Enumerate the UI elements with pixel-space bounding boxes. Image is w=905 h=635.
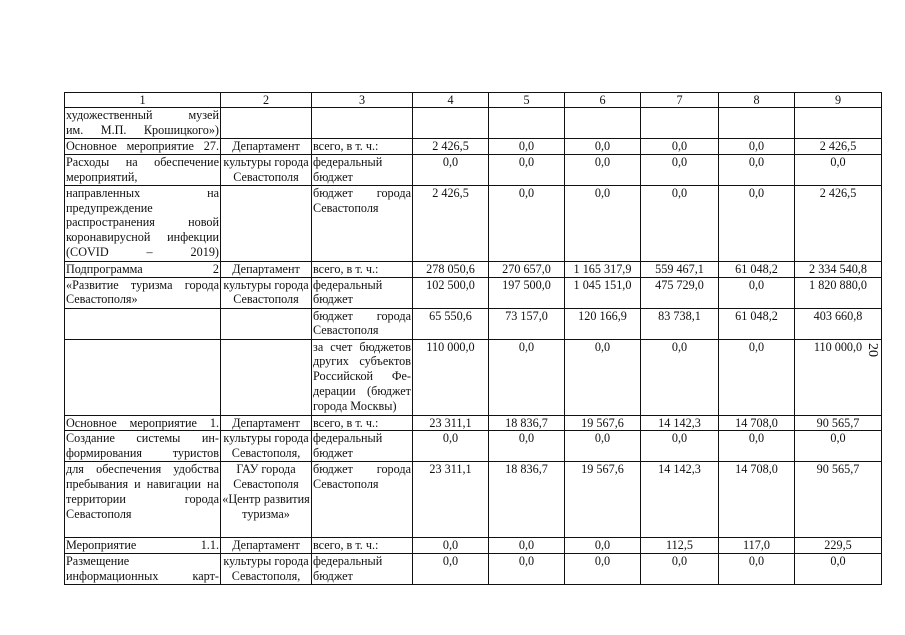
table-row <box>65 261 882 277</box>
amount-cell: 197 500,0 <box>489 277 565 308</box>
header-cell: 1 <box>65 93 221 108</box>
header-cell: 6 <box>565 93 641 108</box>
amount-cell: 19 567,6 <box>565 415 641 431</box>
cell-text-line: Севастополя <box>233 169 299 184</box>
cell-text-line: Департамент <box>232 261 300 276</box>
amount-cell: 120 166,9 <box>565 308 641 339</box>
cell-text-line: всего, в т. ч.: <box>313 139 379 153</box>
amount-cell: 18 836,7 <box>489 415 565 431</box>
executor-cell <box>221 415 312 431</box>
cell-text-line: для обеспечения удобства <box>66 462 219 477</box>
amount-cell <box>565 108 641 139</box>
amount-cell: 0,0 <box>413 431 489 462</box>
executor-cell <box>221 261 312 277</box>
table-row <box>65 185 882 261</box>
amount-cell: 65 550,6 <box>413 308 489 339</box>
activity-name-cell <box>65 154 221 185</box>
funding-source-cell <box>312 154 413 185</box>
table-row <box>65 108 882 139</box>
cell-text-line: Основное мероприятие 27. <box>66 139 219 153</box>
cell-text-line: художественный музей <box>66 108 219 122</box>
funding-source-cell <box>312 462 413 538</box>
table-row <box>65 154 882 185</box>
amount-cell: 0,0 <box>565 431 641 462</box>
cell-text-line: Подпрограмма 2 <box>66 261 219 276</box>
cell-text-line: Севастополя <box>313 323 379 338</box>
amount-cell: 19 567,6 <box>565 462 641 538</box>
amount-cell: 2 426,5 <box>795 139 882 155</box>
cell-text-line: формирования туристов <box>66 446 219 461</box>
cell-text-line: бюджет <box>313 568 353 583</box>
cell-text-line: ГАУ города <box>236 462 296 477</box>
amount-cell: 0,0 <box>489 554 565 585</box>
amount-cell: 0,0 <box>413 538 489 554</box>
amount-cell: 0,0 <box>489 339 565 415</box>
amount-cell: 559 467,1 <box>641 261 719 277</box>
amount-cell: 18 836,7 <box>489 462 565 538</box>
cell-text-line: культуры города <box>223 554 309 569</box>
table-row <box>65 462 882 538</box>
header-cell: 2 <box>221 93 312 108</box>
amount-cell: 475 729,0 <box>641 277 719 308</box>
cell-text-line: бюджет <box>313 292 353 307</box>
cell-text-line: информационных карт- <box>66 568 219 583</box>
executor-cell <box>221 308 312 339</box>
amount-cell: 14 708,0 <box>719 415 795 431</box>
cell-text-line: предупреждение <box>66 200 153 215</box>
amount-cell: 0,0 <box>641 139 719 155</box>
amount-cell: 14 142,3 <box>641 415 719 431</box>
amount-cell: 403 660,8 <box>795 308 882 339</box>
amount-cell: 0,0 <box>413 554 489 585</box>
cell-text-line: всего, в т. ч.: <box>313 415 379 430</box>
cell-text-line: бюджет <box>313 446 353 461</box>
activity-name-cell <box>65 415 221 431</box>
cell-text-line: (COVID – 2019) <box>66 244 219 259</box>
executor-cell <box>221 277 312 308</box>
funding-source-cell <box>312 415 413 431</box>
amount-cell: 0,0 <box>565 185 641 261</box>
cell-text-line: территории города <box>66 491 219 506</box>
amount-cell: 0,0 <box>489 538 565 554</box>
funding-source-cell <box>312 185 413 261</box>
table-row <box>65 139 882 155</box>
amount-cell: 0,0 <box>719 277 795 308</box>
amount-cell: 0,0 <box>719 154 795 185</box>
activity-name-cell <box>65 139 221 155</box>
amount-cell <box>413 108 489 139</box>
amount-cell: 1 820 880,0 <box>795 277 882 308</box>
cell-text-line: бюджет <box>313 169 353 184</box>
amount-cell: 1 045 151,0 <box>565 277 641 308</box>
cell-text-line: федеральный <box>313 154 383 169</box>
amount-cell <box>719 108 795 139</box>
cell-text-line: всего, в т. ч.: <box>313 261 379 276</box>
header-cell: 4 <box>413 93 489 108</box>
executor-cell <box>221 431 312 462</box>
amount-cell: 61 048,2 <box>719 261 795 277</box>
amount-cell: 73 157,0 <box>489 308 565 339</box>
funding-source-cell <box>312 554 413 585</box>
amount-cell: 0,0 <box>719 185 795 261</box>
amount-cell: 0,0 <box>565 538 641 554</box>
amount-cell: 270 657,0 <box>489 261 565 277</box>
cell-text-line: Севастополя, <box>231 568 301 583</box>
amount-cell: 2 426,5 <box>413 185 489 261</box>
amount-cell: 117,0 <box>719 538 795 554</box>
activity-name-cell <box>65 431 221 462</box>
amount-cell: 0,0 <box>641 339 719 415</box>
cell-text-line: коронавирусной инфекции <box>66 230 219 245</box>
amount-cell: 23 311,1 <box>413 462 489 538</box>
cell-text-line: Департамент <box>232 538 300 553</box>
funding-source-cell <box>312 108 413 139</box>
amount-cell: 2 426,5 <box>413 139 489 155</box>
header-row <box>65 93 882 108</box>
cell-text-line: распространения новой <box>66 215 219 230</box>
header-cell: 5 <box>489 93 565 108</box>
executor-cell <box>221 554 312 585</box>
amount-cell: 90 565,7 <box>795 462 882 538</box>
executor-cell <box>221 339 312 415</box>
activity-name-cell <box>65 277 221 308</box>
amount-cell: 0,0 <box>489 154 565 185</box>
amount-cell: 0,0 <box>565 154 641 185</box>
cell-text-line: пребывания и навигации на <box>66 477 219 492</box>
amount-cell: 0,0 <box>641 154 719 185</box>
amount-cell: 2 334 540,8 <box>795 261 882 277</box>
amount-cell: 1 165 317,9 <box>565 261 641 277</box>
funding-source-cell <box>312 339 413 415</box>
cell-text-line: федеральный <box>313 431 383 446</box>
executor-cell <box>221 185 312 261</box>
activity-name-cell <box>65 554 221 585</box>
amount-cell: 83 738,1 <box>641 308 719 339</box>
amount-cell: 0,0 <box>719 554 795 585</box>
amount-cell: 0,0 <box>413 154 489 185</box>
cell-text-line: «Центр развития <box>222 491 310 506</box>
amount-cell: 112,5 <box>641 538 719 554</box>
amount-cell: 110 000,0 <box>795 339 882 415</box>
cell-text-line: им. М.П. Крошицкого») <box>66 122 219 137</box>
table-row <box>65 277 882 308</box>
cell-text-line: направленных на <box>66 185 219 200</box>
cell-text-line: Создание системы ин- <box>66 431 219 446</box>
amount-cell: 2 426,5 <box>795 185 882 261</box>
activity-name-cell <box>65 108 221 139</box>
amount-cell: 0,0 <box>641 431 719 462</box>
cell-text-line: культуры города <box>223 431 309 446</box>
amount-cell: 0,0 <box>489 431 565 462</box>
cell-text-line: Департамент <box>232 139 300 153</box>
amount-cell: 0,0 <box>795 154 882 185</box>
activity-name-cell <box>65 339 221 415</box>
cell-text-line: Размещение <box>66 554 130 569</box>
header-cell: 8 <box>719 93 795 108</box>
cell-text-line: города Москвы) <box>313 398 397 413</box>
cell-text-line: Мероприятие 1.1. <box>66 538 219 553</box>
funding-source-cell <box>312 431 413 462</box>
funding-source-cell <box>312 261 413 277</box>
header-cell: 3 <box>312 93 413 108</box>
amount-cell: 90 565,7 <box>795 415 882 431</box>
table-row <box>65 415 882 431</box>
activity-name-cell <box>65 308 221 339</box>
cell-text-line: Севастополя» <box>66 292 138 307</box>
activity-name-cell <box>65 462 221 538</box>
funding-source-cell <box>312 139 413 155</box>
table-row <box>65 538 882 554</box>
executor-cell <box>221 154 312 185</box>
amount-cell: 0,0 <box>489 185 565 261</box>
cell-text-line: культуры города <box>223 277 309 292</box>
executor-cell <box>221 108 312 139</box>
funding-source-cell <box>312 277 413 308</box>
cell-text-line: дерации (бюджет <box>313 383 411 398</box>
cell-text-line: Севастополя <box>233 292 299 307</box>
cell-text-line: за счет бюджетов <box>313 339 411 354</box>
cell-text-line: федеральный <box>313 277 383 292</box>
cell-text-line: бюджет города <box>313 185 411 200</box>
cell-text-line: культуры города <box>223 154 309 169</box>
amount-cell: 0,0 <box>719 431 795 462</box>
amount-cell: 0,0 <box>489 139 565 155</box>
cell-text-line: мероприятий, <box>66 169 138 184</box>
funding-source-cell <box>312 308 413 339</box>
page-number: 20 <box>865 343 880 357</box>
cell-text-line: Департамент <box>232 415 300 430</box>
cell-text-line: туризма» <box>242 506 290 521</box>
amount-cell: 110 000,0 <box>413 339 489 415</box>
table-row <box>65 339 882 415</box>
cell-text-line: Расходы на обеспечение <box>66 154 219 169</box>
cell-text-line: Севастополя <box>313 200 379 215</box>
amount-cell <box>641 108 719 139</box>
executor-cell <box>221 538 312 554</box>
activity-name-cell <box>65 261 221 277</box>
amount-cell <box>489 108 565 139</box>
activity-name-cell <box>65 185 221 261</box>
amount-cell: 0,0 <box>641 554 719 585</box>
cell-text-line: Севастополя <box>313 477 379 492</box>
cell-text-line: бюджет города <box>313 308 411 323</box>
cell-text-line: других субъектов <box>313 354 411 369</box>
amount-cell <box>795 108 882 139</box>
cell-text-line: «Развитие туризма города <box>66 277 219 292</box>
amount-cell: 0,0 <box>795 554 882 585</box>
cell-text-line: Основное мероприятие 1. <box>66 415 219 430</box>
cell-text-line: Российской Фе- <box>313 369 411 384</box>
amount-cell: 102 500,0 <box>413 277 489 308</box>
table-row <box>65 431 882 462</box>
amount-cell: 0,0 <box>565 339 641 415</box>
header-cell: 9 <box>795 93 882 108</box>
amount-cell: 0,0 <box>565 554 641 585</box>
amount-cell: 0,0 <box>719 139 795 155</box>
funding-source-cell <box>312 538 413 554</box>
amount-cell: 23 311,1 <box>413 415 489 431</box>
cell-text-line: федеральный <box>313 554 383 569</box>
amount-cell: 278 050,6 <box>413 261 489 277</box>
amount-cell: 0,0 <box>795 431 882 462</box>
table-row <box>65 554 882 585</box>
executor-cell <box>221 462 312 538</box>
cell-text-line: бюджет города <box>313 462 411 477</box>
amount-cell: 229,5 <box>795 538 882 554</box>
executor-cell <box>221 139 312 155</box>
header-cell: 7 <box>641 93 719 108</box>
cell-text-line: Севастополя <box>233 477 299 492</box>
budget-table <box>64 92 882 585</box>
amount-cell: 61 048,2 <box>719 308 795 339</box>
amount-cell: 14 142,3 <box>641 462 719 538</box>
table-row <box>65 308 882 339</box>
cell-text-line: всего, в т. ч.: <box>313 538 379 553</box>
amount-cell: 14 708,0 <box>719 462 795 538</box>
amount-cell: 0,0 <box>565 139 641 155</box>
cell-text-line: Севастополя <box>66 506 132 521</box>
cell-text-line: Севастополя, <box>231 446 301 461</box>
amount-cell: 0,0 <box>719 339 795 415</box>
amount-cell: 0,0 <box>641 185 719 261</box>
activity-name-cell <box>65 538 221 554</box>
